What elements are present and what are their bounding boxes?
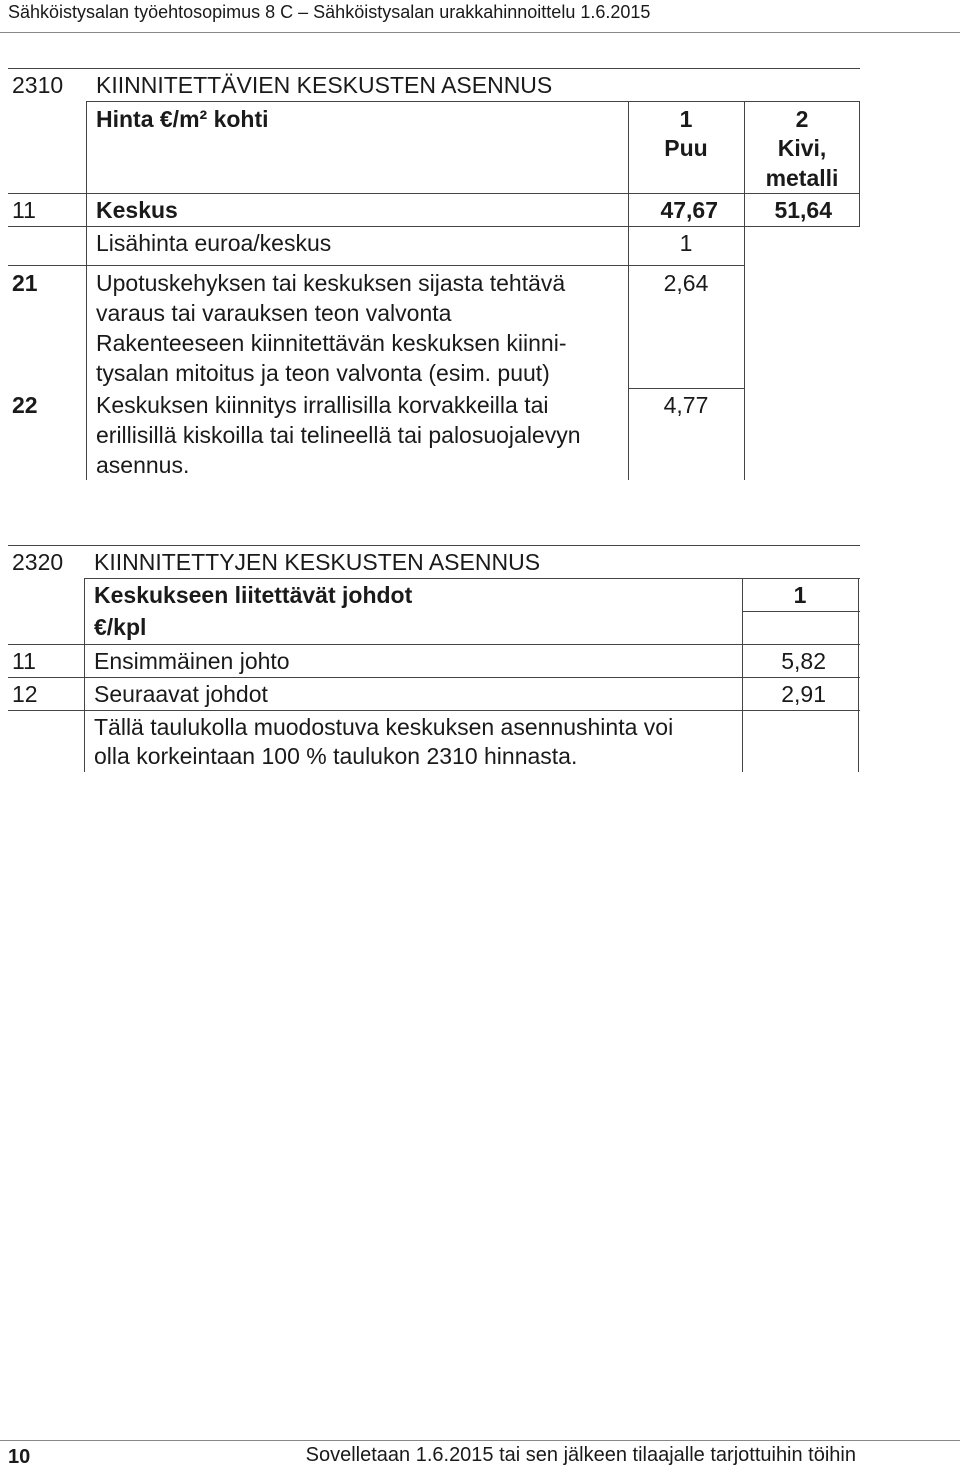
- table-title: KIINNITETTYJEN KESKUSTEN ASENNUS: [94, 549, 541, 575]
- row-line: asennus.: [96, 452, 190, 478]
- note-line: Tällä taulukolla muodostuva keskuksen asennushinta voi: [94, 714, 674, 740]
- column-divider: [84, 578, 85, 772]
- row-line: varaus tai varauksen teon valvonta: [96, 300, 452, 326]
- row-code: 11: [12, 197, 36, 223]
- row-value: 4,77: [663, 392, 709, 418]
- rule: [742, 611, 860, 612]
- rule: [8, 68, 860, 69]
- col2-number: 2: [795, 106, 809, 132]
- row-code: 12: [12, 681, 38, 707]
- col1-number: 1: [679, 106, 693, 132]
- table-code: 2310: [12, 72, 64, 98]
- row-code: 21: [12, 270, 38, 296]
- price-label: Hinta €/m² kohti: [96, 106, 269, 132]
- extra-col-number: 1: [679, 230, 693, 256]
- row-line: Keskuksen kiinnitys irrallisilla korvakkeilla tai: [96, 392, 549, 418]
- rule: [84, 578, 860, 579]
- row-value: 2,64: [663, 270, 709, 296]
- table-title: KIINNITETTÄVIEN KESKUSTEN ASENNUS: [96, 72, 553, 98]
- col-number: 1: [793, 582, 807, 608]
- row-value: 2,91: [781, 681, 826, 707]
- header-rule: [0, 32, 960, 33]
- column-divider: [744, 101, 745, 480]
- rule: [8, 265, 744, 266]
- row-code: 22: [12, 392, 38, 418]
- column-divider: [742, 578, 743, 772]
- column-divider: [859, 101, 860, 226]
- column-divider: [628, 101, 629, 480]
- col2-name-line1: Kivi,: [777, 135, 827, 161]
- row-code: 11: [12, 648, 36, 674]
- rule: [628, 388, 744, 389]
- note-line: olla korkeintaan 100 % taulukon 2310 hinnasta.: [94, 743, 578, 769]
- footer-rule: [0, 1440, 960, 1441]
- col2-name-line2: metalli: [765, 165, 839, 191]
- unit-label: €/kpl: [94, 614, 147, 640]
- rule: [8, 644, 860, 645]
- row-label: Seuraavat johdot: [94, 681, 268, 707]
- row-value-puu: 47,67: [660, 197, 718, 223]
- row-line: erillisillä kiskoilla tai telineellä tai palosuojalevyn: [96, 422, 581, 448]
- table-code: 2320: [12, 549, 64, 575]
- page-number: 10: [8, 1446, 31, 1468]
- col1-name: Puu: [664, 135, 708, 161]
- extra-label: Lisähinta euroa/keskus: [96, 230, 332, 256]
- column-divider: [86, 101, 87, 480]
- row-line: tysalan mitoitus ja teon valvonta (esim. puut): [96, 360, 550, 386]
- row-value: 5,82: [781, 648, 826, 674]
- rule: [8, 226, 860, 227]
- rule: [8, 545, 860, 546]
- row-label: Keskus: [96, 197, 178, 223]
- row-line: Rakenteeseen kiinnitettävän keskuksen kiinni-: [96, 330, 567, 356]
- column-divider: [858, 578, 859, 772]
- row-label: Ensimmäinen johto: [94, 648, 290, 674]
- subhead: Keskukseen liitettävät johdot: [94, 582, 413, 608]
- rule: [8, 710, 860, 711]
- rule: [8, 193, 860, 194]
- footer-text: Sovelletaan 1.6.2015 tai sen jälkeen tilaajalle tarjottuihin töihin: [305, 1444, 856, 1466]
- row-value-kivi: 51,64: [774, 197, 832, 223]
- running-header: Sähköistysalan työehtosopimus 8 C – Sähköistysalan urakkahinnoittelu 1.6.2015: [8, 2, 651, 22]
- row-line: Upotuskehyksen tai keskuksen sijasta tehtävä: [96, 270, 566, 296]
- rule: [8, 677, 860, 678]
